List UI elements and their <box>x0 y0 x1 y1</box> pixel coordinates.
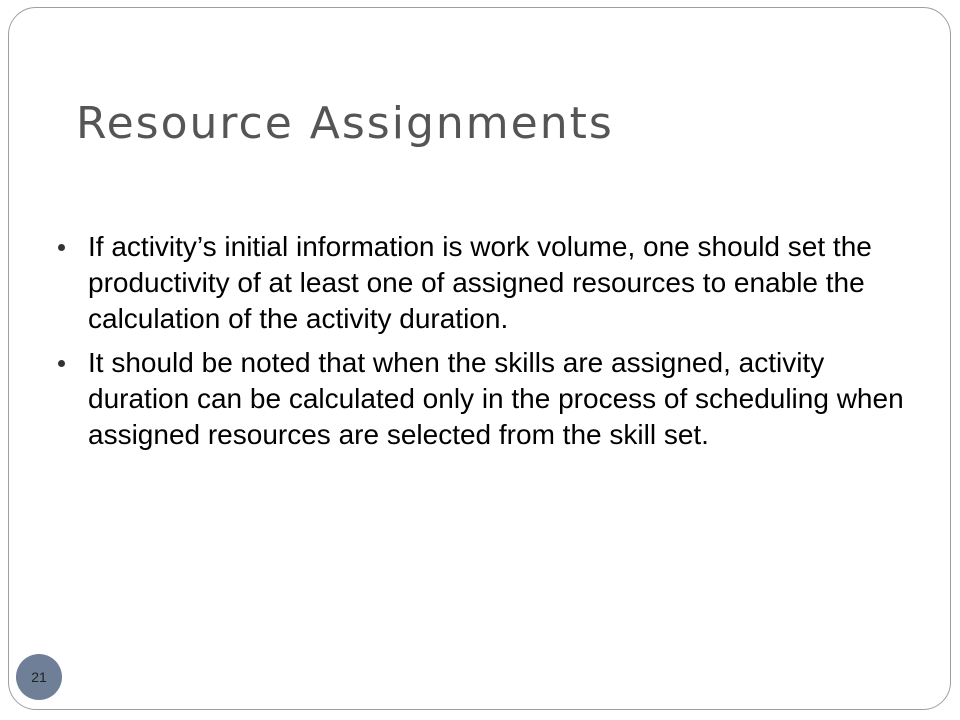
bullet-item <box>56 345 908 453</box>
bullet-dot-icon <box>58 244 65 251</box>
bullet-text: If activity’s initial information is work volume, one should set the productivity of at least one of assigned resources to enable the calculation of the activity duration. <box>88 231 872 334</box>
bullet-dot-icon <box>58 360 65 367</box>
bullet-list <box>56 229 906 461</box>
slide-number-badge: 21 <box>16 654 62 700</box>
bullet-text: It should be noted that when the skills are assigned, activity duration can be calculated only in the process of scheduling when assigned resources are selected from the skill set. <box>88 347 904 450</box>
slide-title: Resource Assignments <box>76 98 614 149</box>
bullet-item <box>56 229 908 337</box>
